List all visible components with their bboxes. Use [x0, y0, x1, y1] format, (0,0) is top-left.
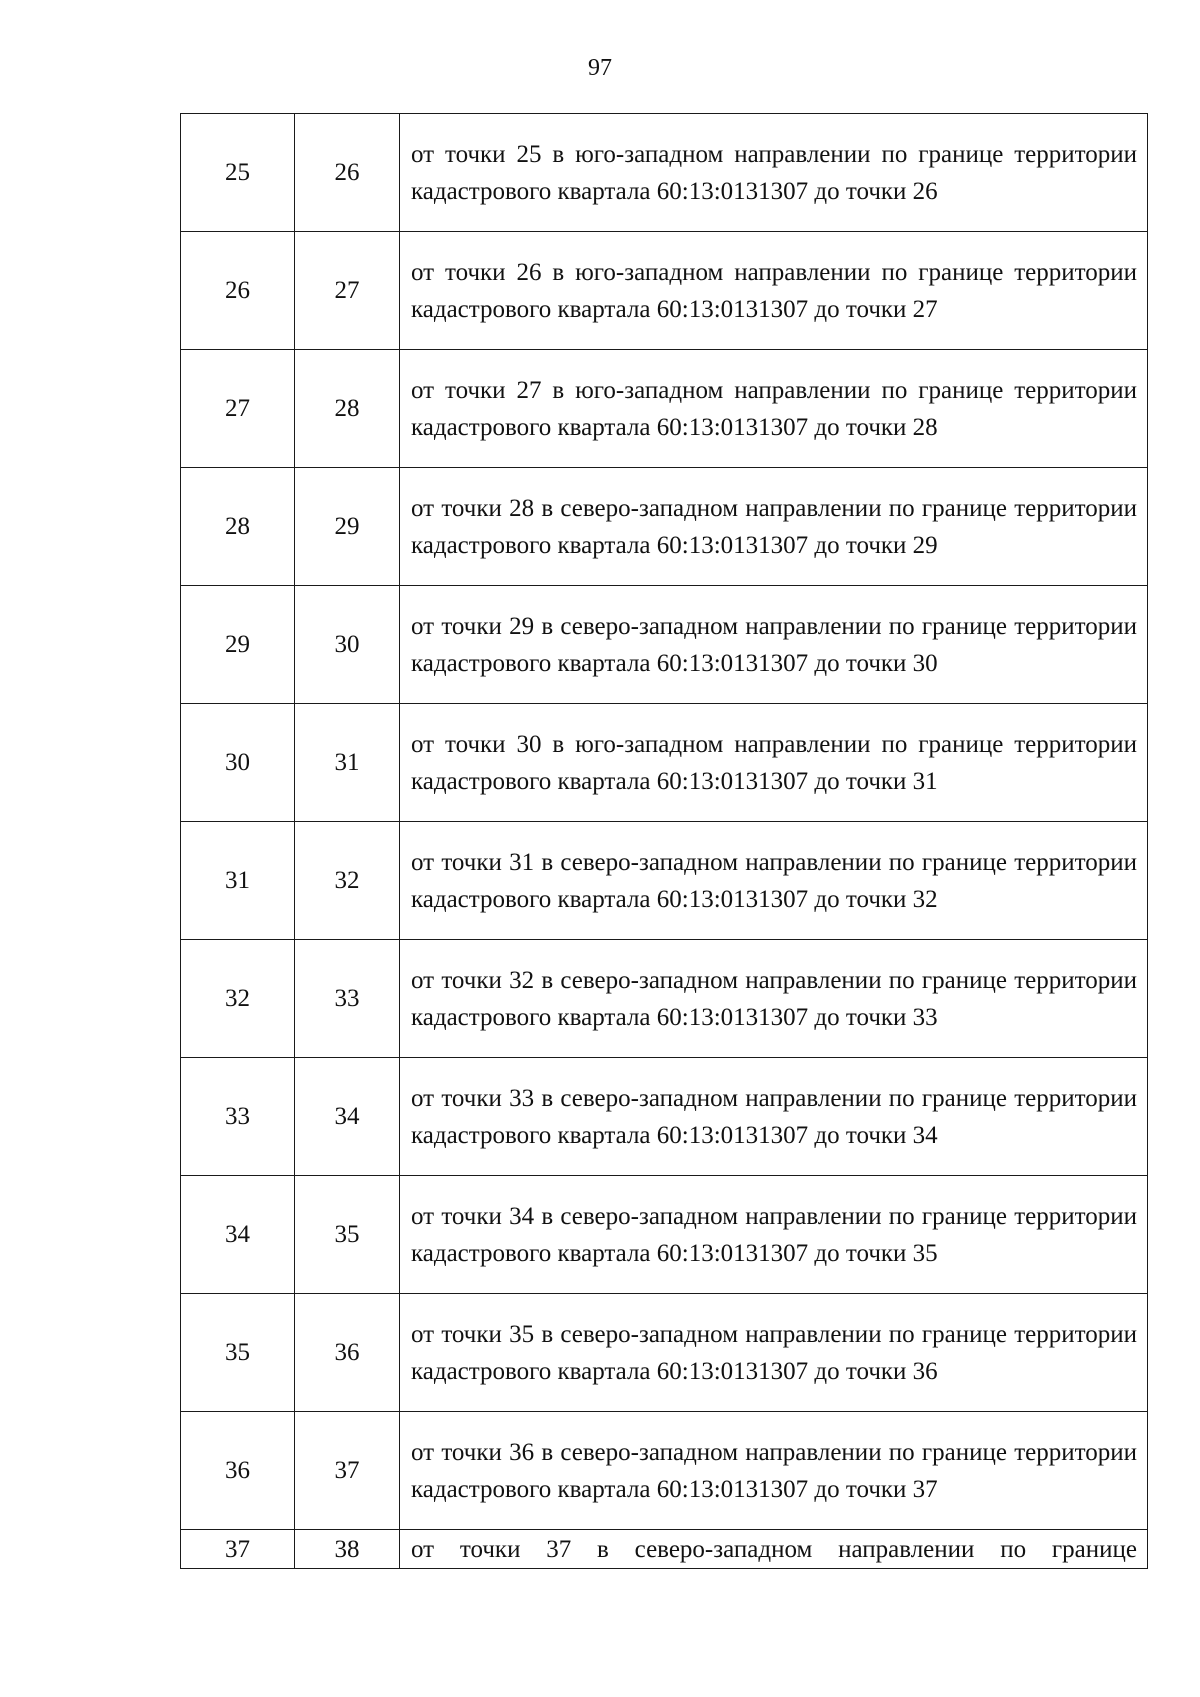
page-number: 97	[588, 55, 612, 81]
table-row	[181, 940, 1148, 1058]
to-point-cell: 34	[295, 1058, 400, 1176]
from-point-cell: 28	[181, 468, 295, 586]
boundary-description-cell: от точки 37 в северо-западном направлении по границе	[400, 1530, 1148, 1569]
boundary-description-cell: от точки 27 в юго-западном направлении по границе территории кадастрового квартала 60:13:0131307 до точки 28	[400, 350, 1148, 468]
table-row	[181, 114, 1148, 232]
table-row	[181, 1176, 1148, 1294]
boundary-description-cell: от точки 31 в северо-западном направлении по границе территории кадастрового квартала 60:13:0131307 до точки 32	[400, 822, 1148, 940]
to-point-cell: 37	[295, 1412, 400, 1530]
to-point-cell: 29	[295, 468, 400, 586]
table-row	[181, 586, 1148, 704]
from-point-cell: 33	[181, 1058, 295, 1176]
to-point-cell: 31	[295, 704, 400, 822]
table-row	[181, 468, 1148, 586]
boundary-description-cell: от точки 34 в северо-западном направлении по границе территории кадастрового квартала 60:13:0131307 до точки 35	[400, 1176, 1148, 1294]
table-row-continued	[181, 1530, 1148, 1569]
from-point-cell: 30	[181, 704, 295, 822]
to-point-cell: 32	[295, 822, 400, 940]
to-point-cell: 28	[295, 350, 400, 468]
boundary-description-cell: от точки 29 в северо-западном направлении по границе территории кадастрового квартала 60:13:0131307 до точки 30	[400, 586, 1148, 704]
from-point-cell: 35	[181, 1294, 295, 1412]
table-row	[181, 822, 1148, 940]
boundary-table-body	[181, 114, 1148, 1569]
from-point-cell: 25	[181, 114, 295, 232]
table-row	[181, 1058, 1148, 1176]
boundary-description-cell: от точки 25 в юго-западном направлении по границе территории кадастрового квартала 60:13:0131307 до точки 26	[400, 114, 1148, 232]
boundary-table	[180, 113, 1148, 1569]
from-point-cell: 26	[181, 232, 295, 350]
to-point-cell: 30	[295, 586, 400, 704]
boundary-description-cell: от точки 28 в северо-западном направлении по границе территории кадастрового квартала 60:13:0131307 до точки 29	[400, 468, 1148, 586]
boundary-description-cell: от точки 33 в северо-западном направлении по границе территории кадастрового квартала 60:13:0131307 до точки 34	[400, 1058, 1148, 1176]
to-point-cell: 27	[295, 232, 400, 350]
to-point-cell: 38	[295, 1530, 400, 1569]
table-row	[181, 232, 1148, 350]
to-point-cell: 35	[295, 1176, 400, 1294]
from-point-cell: 37	[181, 1530, 295, 1569]
boundary-description-cell: от точки 32 в северо-западном направлении по границе территории кадастрового квартала 60:13:0131307 до точки 33	[400, 940, 1148, 1058]
from-point-cell: 34	[181, 1176, 295, 1294]
boundary-description-cell: от точки 30 в юго-западном направлении по границе территории кадастрового квартала 60:13:0131307 до точки 31	[400, 704, 1148, 822]
to-point-cell: 36	[295, 1294, 400, 1412]
to-point-cell: 26	[295, 114, 400, 232]
boundary-description-cell: от точки 26 в юго-западном направлении по границе территории кадастрового квартала 60:13:0131307 до точки 27	[400, 232, 1148, 350]
to-point-cell: 33	[295, 940, 400, 1058]
table-row	[181, 350, 1148, 468]
from-point-cell: 29	[181, 586, 295, 704]
table-row	[181, 1412, 1148, 1530]
table-row	[181, 704, 1148, 822]
from-point-cell: 27	[181, 350, 295, 468]
boundary-description-cell: от точки 36 в северо-западном направлении по границе территории кадастрового квартала 60:13:0131307 до точки 37	[400, 1412, 1148, 1530]
from-point-cell: 32	[181, 940, 295, 1058]
from-point-cell: 31	[181, 822, 295, 940]
table-row	[181, 1294, 1148, 1412]
boundary-description-cell: от точки 35 в северо-западном направлении по границе территории кадастрового квартала 60:13:0131307 до точки 36	[400, 1294, 1148, 1412]
from-point-cell: 36	[181, 1412, 295, 1530]
